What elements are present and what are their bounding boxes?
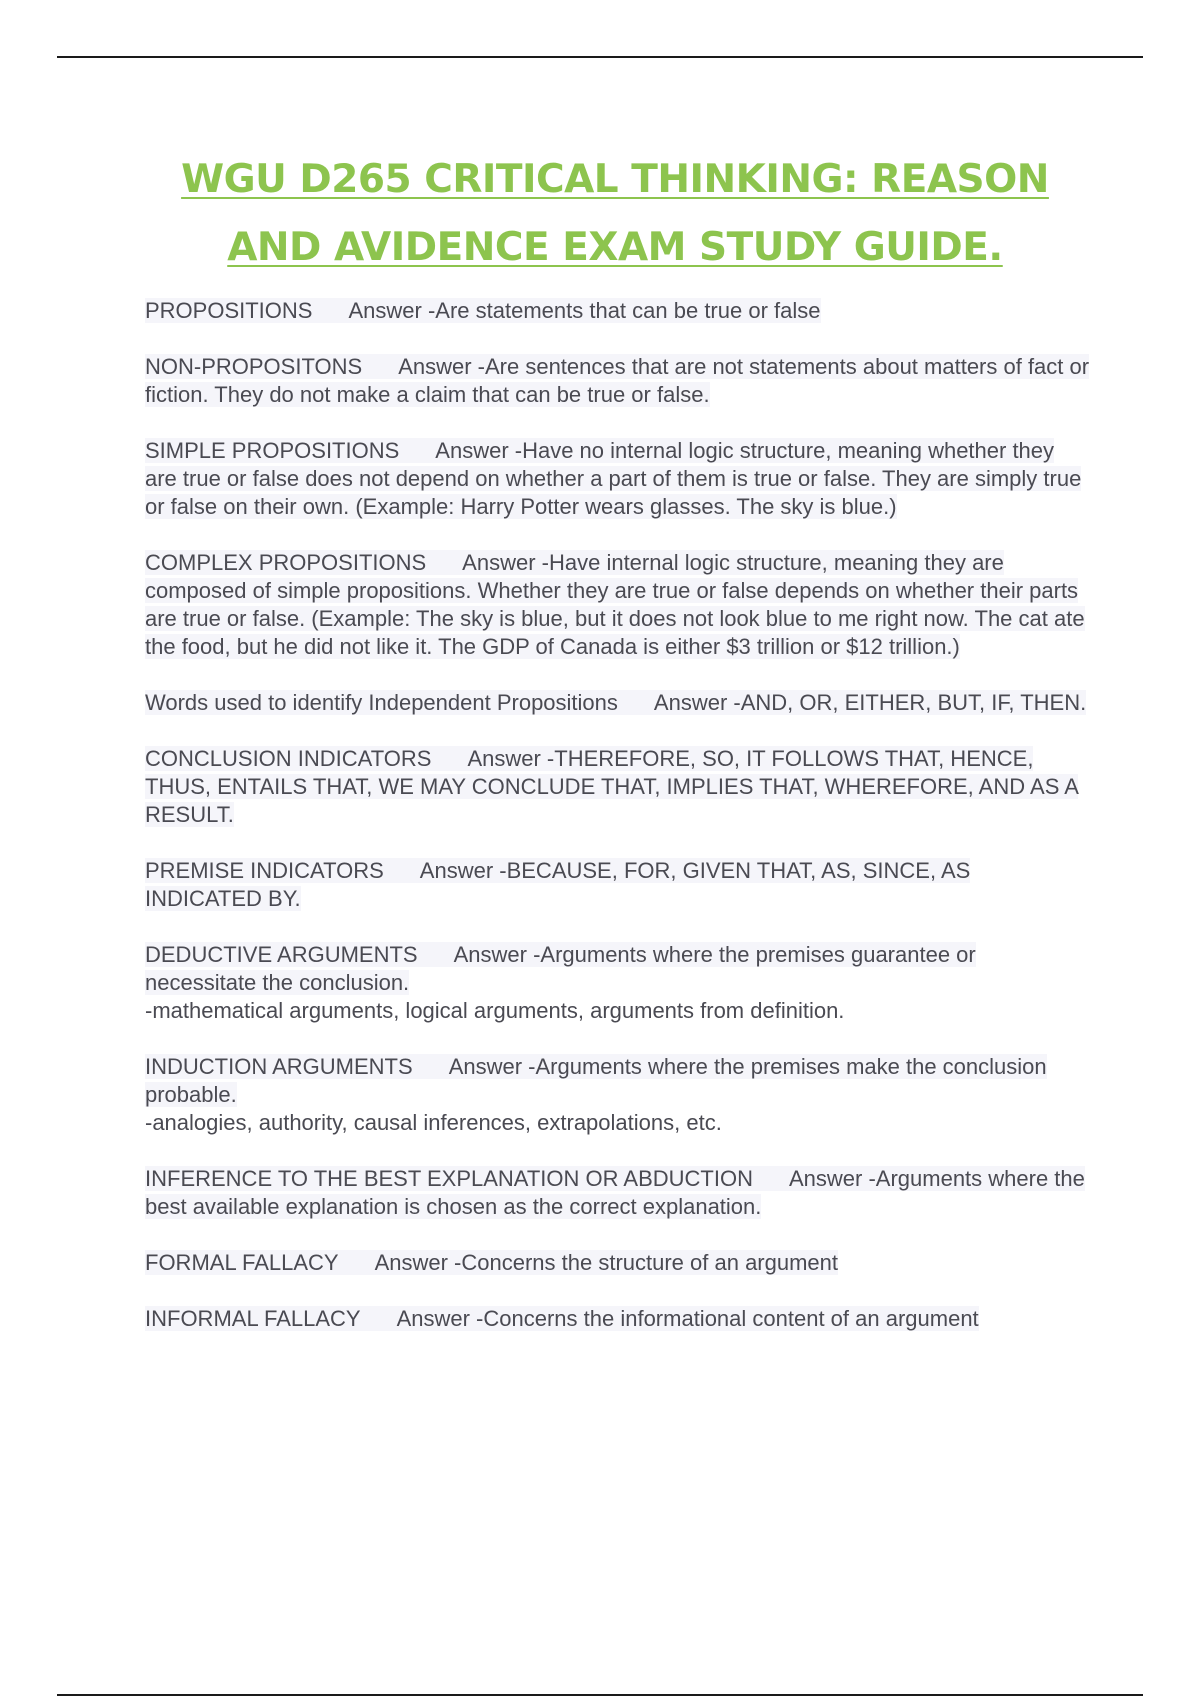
entry-answer: Answer -Have internal logic structure, meaning they are composed of simple propositions. Whether they are true or false depends on whether their parts are true or false. (Example: The sky is blue, but it does not look blue to me right now. The cat ate the food, but he did not like it. The GDP of Canada is either $3 trillion or $12 trillion.) bbox=[145, 550, 1085, 659]
entry-term: COMPLEX PROPOSITIONS bbox=[145, 550, 427, 575]
entry-extra: -mathematical arguments, logical arguments, arguments from definition. bbox=[145, 998, 845, 1023]
flashcard-entry bbox=[145, 353, 1090, 409]
entry-answer: Answer -Are statements that can be true or false bbox=[348, 298, 821, 323]
entry-answer: Answer -Have no internal logic structure, meaning whether they are true or false does not depend on whether a part of them is true or false. They are simply true or false on their own. (Example: Harry Potter wears glasses. The sky is blue.) bbox=[145, 438, 1082, 519]
entry-term: PREMISE INDICATORS bbox=[145, 858, 384, 883]
entry-answer: Answer -Arguments where the best available explanation is chosen as the correct explanation. bbox=[145, 1166, 1085, 1219]
entry-extra: -analogies, authority, causal inferences, extrapolations, etc. bbox=[145, 1110, 722, 1135]
flashcard-entry bbox=[145, 1053, 1090, 1137]
entry-term: DEDUCTIVE ARGUMENTS bbox=[145, 942, 418, 967]
page-title bbox=[120, 146, 1110, 282]
entry-term: CONCLUSION INDICATORS bbox=[145, 746, 432, 771]
entry-answer: Answer -THEREFORE, SO, IT FOLLOWS THAT, HENCE, THUS, ENTAILS THAT, WE MAY CONCLUDE THAT, IMPLIES THAT, WHEREFORE, AND AS A RESULT. bbox=[145, 746, 1078, 827]
entry-term: Words used to identify Independent Propositions bbox=[145, 690, 618, 715]
entry-term: INFORMAL FALLACY bbox=[145, 1306, 361, 1331]
entry-term: SIMPLE PROPOSITIONS bbox=[145, 438, 400, 463]
title-line-1: WGU D265 CRITICAL THINKING: REASON bbox=[181, 157, 1049, 202]
header-rule bbox=[57, 56, 1143, 58]
flashcard-entry bbox=[145, 689, 1090, 717]
entry-term: NON-PROPOSITONS bbox=[145, 354, 363, 379]
flashcard-entry bbox=[145, 437, 1090, 521]
entry-answer: Answer -Concerns the informational content of an argument bbox=[396, 1306, 979, 1331]
entry-answer: Answer -Concerns the structure of an argument bbox=[374, 1250, 839, 1275]
entry-answer: Answer -BECAUSE, FOR, GIVEN THAT, AS, SINCE, AS INDICATED BY. bbox=[145, 858, 971, 911]
entry-answer: Answer -AND, OR, EITHER, BUT, IF, THEN. bbox=[653, 690, 1087, 715]
flashcard-entry bbox=[145, 1165, 1090, 1221]
footer-rule bbox=[57, 1694, 1143, 1696]
entry-term: INFERENCE TO THE BEST EXPLANATION OR ABDUCTION bbox=[145, 1166, 753, 1191]
flashcard-list bbox=[145, 297, 1090, 1361]
entry-answer: Answer -Arguments where the premises guarantee or necessitate the conclusion. bbox=[145, 942, 976, 995]
entry-answer: Answer -Arguments where the premises make the conclusion probable. bbox=[145, 1054, 1047, 1107]
flashcard-entry bbox=[145, 297, 1090, 325]
flashcard-entry bbox=[145, 549, 1090, 661]
flashcard-entry bbox=[145, 745, 1090, 829]
flashcard-entry bbox=[145, 1249, 1090, 1277]
entry-term: INDUCTION ARGUMENTS bbox=[145, 1054, 413, 1079]
flashcard-entry bbox=[145, 941, 1090, 1025]
entry-term: PROPOSITIONS bbox=[145, 298, 313, 323]
entry-answer: Answer -Are sentences that are not statements about matters of fact or fiction. They do not make a claim that can be true or false. bbox=[145, 354, 1090, 407]
title-line-2: AND AVIDENCE EXAM STUDY GUIDE. bbox=[227, 225, 1003, 270]
flashcard-entry bbox=[145, 1305, 1090, 1333]
entry-term: FORMAL FALLACY bbox=[145, 1250, 339, 1275]
flashcard-entry bbox=[145, 857, 1090, 913]
